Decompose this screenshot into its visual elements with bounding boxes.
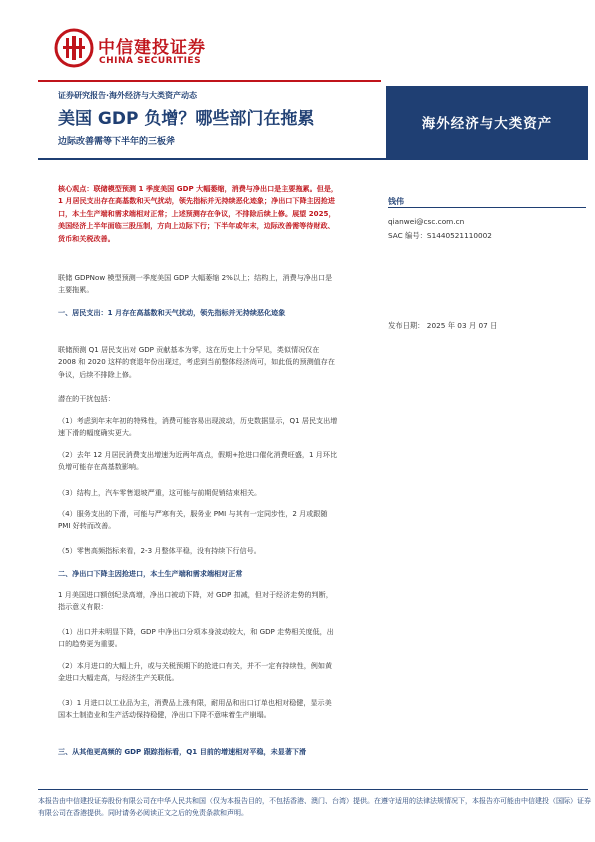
section2-paragraph: 1 月美国进口额创纪录高增，净出口被动下降，对 GDP 扣减，但对于经济走势的判断，指示意义有限： (58, 590, 333, 612)
category-label: 海外经济与大类资产 (421, 116, 553, 132)
section2-item: （1）出口并未明显下降，GDP 中净出口分项本身波动较大，和 GDP 走势相关度低，出口的趋势更为重要。 (58, 627, 334, 649)
analyst-sac-id: SAC 编号：S1440521110002 (388, 231, 492, 240)
section1-lead: 潜在的干扰包括： (58, 394, 115, 403)
brand-name-cn: 中信建投证券 (98, 38, 206, 58)
header-divider (38, 80, 381, 82)
analyst-email[interactable]: qianwei@csc.com.cn (388, 217, 465, 226)
section1-paragraph: 联储预测 Q1 居民支出对 GDP 贡献基本为零，这在历史上十分罕见，类似情况仅在 2008 和 2020 这样的衰退年份出现过，考虑到当前整体经济尚可，如此低的预测值存在争议，后续不排除上修。 (58, 345, 335, 379)
report-subtitle: 边际改善需等下半年的三板斧 (58, 137, 176, 147)
section2-item: （3）1 月进口以工业品为主，消费品上涨有限，耐用品和出口订单也相对稳健，显示美国本土制造业和生产活动保持稳健，净出口下降不意味着生产崩塌。 (58, 698, 332, 720)
analyst-name: 钱伟 (388, 197, 404, 206)
analyst-divider (388, 207, 586, 208)
brand-name-en: CHINA SECURITIES (99, 56, 202, 66)
section2-item: （2）本月进口的大幅上升，或与关税预期下的抢进口有关，并不一定有持续性，例如黄金进口大幅走高，与经济生产关联低。 (58, 661, 333, 683)
title-underline (38, 158, 388, 160)
disclaimer-footer: 本报告由中信建投证券股份有限公司在中华人民共和国（仅为本报告目的，不包括香港、澳门、台湾）提供。在遵守适用的法律法规情况下，本报告亦可能由中信建投（国际）证券有限公司在香港提供。同时请务必阅读正文之后的免责条款和声明。 (38, 797, 591, 817)
section1-item: （2）去年 12 月居民消费支出增速为近两年高点，假期+抢进口催化消费旺盛，1 月环比负增可能存在高基数影响。 (58, 450, 338, 472)
section3-heading: 三、从其他更高频的 GDP 跟踪指标看，Q1 目前的增速相对平稳，未显著下滑 (58, 747, 307, 756)
section2-heading: 二、净出口下降主因抢进口，本土生产端和需求端相对正常 (58, 569, 243, 578)
section1-item: （4）服务支出的下滑，可能与严寒有关，服务业 PMI 与其有一定同步性，2 月或跟随 PMI 好转而改善。 (58, 509, 328, 531)
footer-divider (38, 789, 588, 790)
publish-date: 发布日期： 2025 年 03 月 07 日 (388, 321, 498, 330)
report-type: 证券研究报告·海外经济与大类资产动态 (58, 91, 198, 100)
section1-item: （5）零售高频指标来看，2-3 月整体平稳，没有持续下行信号。 (58, 546, 261, 555)
intro-paragraph: 联储 GDPNow 模型预测一季度美国 GDP 大幅萎缩 2%以上；结构上，消费与净出口是主要拖累。 (58, 273, 333, 295)
core-view: 核心观点：联储模型预测 1 季度美国 GDP 大幅萎缩，消费与净出口是主要拖累。但是，1 月居民支出存在高基数和天气扰动，领先指标并无持续恶化迹象；净出口下降主因抢进口，本土生产端和需求端相对正常；上述预测存在争议，不排除后续上修。展望 2025，美国经济上半年面临三股压制，方向上边际下行；下半年或年末，边际改善需等待财政、货币和关税改善。 (58, 184, 339, 243)
china-securities-logo (54, 28, 94, 68)
section1-heading: 一、居民支出：1 月存在高基数和天气扰动，领先指标并无持续恶化迹象 (58, 308, 286, 317)
section1-item: （3）结构上，汽车零售退坡严重，这可能与前期促销结束相关。 (58, 488, 262, 497)
report-title: 美国 GDP 负增？哪些部门在拖累 (58, 109, 315, 129)
section1-item: （1）考虑到年末年初的特殊性，消费可能容易出现波动，历史数据显示，Q1 居民支出增速下滑的幅度确实更大。 (58, 416, 338, 438)
